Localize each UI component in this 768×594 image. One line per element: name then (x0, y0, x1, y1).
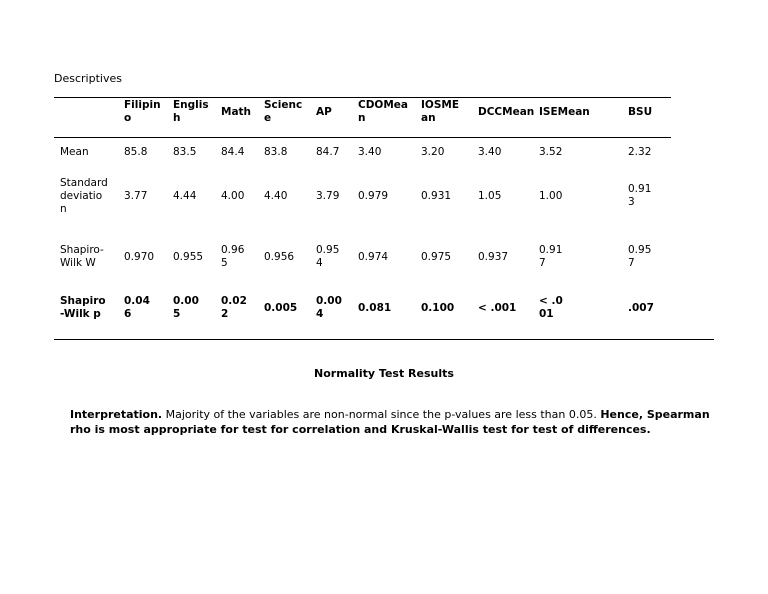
table-cell: 84.7 (316, 146, 340, 158)
table-cell: 3.79 (316, 190, 340, 202)
table-cell: 3.77 (124, 190, 148, 202)
table-cell: 85.8 (124, 146, 148, 158)
table-header-cell: Math (221, 106, 252, 118)
table-cell: < .001 (478, 302, 517, 314)
table-header-cell: AP (316, 106, 332, 118)
table-cell: 1.05 (478, 190, 502, 202)
table-cell: 0.91 3 (628, 183, 652, 208)
table-cell: 0.937 (478, 251, 509, 263)
table-cell: 84.4 (221, 146, 245, 158)
table-top-rule (54, 97, 671, 98)
table-cell: 83.5 (173, 146, 197, 158)
table-cell: 83.8 (264, 146, 288, 158)
table-cell: 0.005 (264, 302, 298, 314)
table-cell: 0.970 (124, 251, 155, 263)
table-cell: 3.52 (539, 146, 563, 158)
table-cell: 0.95 7 (628, 244, 652, 269)
table-header-cell: ISEMean (539, 106, 590, 118)
table-header-cell: CDOMea n (358, 99, 409, 124)
table-cell: 4.40 (264, 190, 288, 202)
table-header-rule (54, 137, 671, 138)
table-cell: 3.20 (421, 146, 445, 158)
table-header-cell: Scienc e (264, 99, 303, 124)
row-label: Shapiro- Wilk W (60, 244, 104, 269)
table-cell: 0.95 4 (316, 244, 340, 269)
table-cell: 0.955 (173, 251, 204, 263)
table-cell: 0.081 (358, 302, 392, 314)
table-header-cell: Filipin o (124, 99, 161, 124)
table-cell: 0.91 7 (539, 244, 563, 269)
table-cell: 0.04 6 (124, 295, 150, 320)
table-cell: 0.974 (358, 251, 389, 263)
table-cell: 4.00 (221, 190, 245, 202)
table-cell: 0.100 (421, 302, 455, 314)
table-cell: < .0 01 (539, 295, 563, 320)
table-cell: 0.975 (421, 251, 452, 263)
table-bottom-rule (54, 339, 714, 340)
table-header-cell: IOSME an (421, 99, 460, 124)
table-cell: 4.44 (173, 190, 197, 202)
table-cell: 0.979 (358, 190, 389, 202)
row-label: Mean (60, 146, 89, 158)
table-cell: 0.96 5 (221, 244, 245, 269)
table-cell: 0.931 (421, 190, 452, 202)
table-cell: .007 (628, 302, 654, 314)
table-cell: 0.00 4 (316, 295, 342, 320)
table-cell: 0.02 2 (221, 295, 247, 320)
table-cell: 0.956 (264, 251, 295, 263)
interpretation-body: Majority of the variables are non-normal since the p-values are less than 0.05. (162, 408, 601, 421)
table-cell: 0.00 5 (173, 295, 199, 320)
table-cell: 3.40 (358, 146, 382, 158)
row-label: Standard deviatio n (60, 177, 108, 215)
interpretation-paragraph (70, 408, 710, 437)
table-header-cell: Englis h (173, 99, 209, 124)
table-cell: 2.32 (628, 146, 652, 158)
table-cell: 1.00 (539, 190, 563, 202)
interpretation-lead: Interpretation. (70, 408, 163, 421)
section-label: Descriptives (54, 72, 122, 85)
interpretation-conclusion: Hence, Spearman rho is most appropriate for test for correlation and Kruskal-Wallis test for test of differences. (70, 408, 710, 436)
table-caption: Normality Test Results (314, 367, 454, 380)
table-header-cell: BSU (628, 106, 653, 118)
table-cell: 3.40 (478, 146, 502, 158)
row-label: Shapiro -Wilk p (60, 295, 106, 320)
table-header-cell: DCCMean (478, 106, 535, 118)
